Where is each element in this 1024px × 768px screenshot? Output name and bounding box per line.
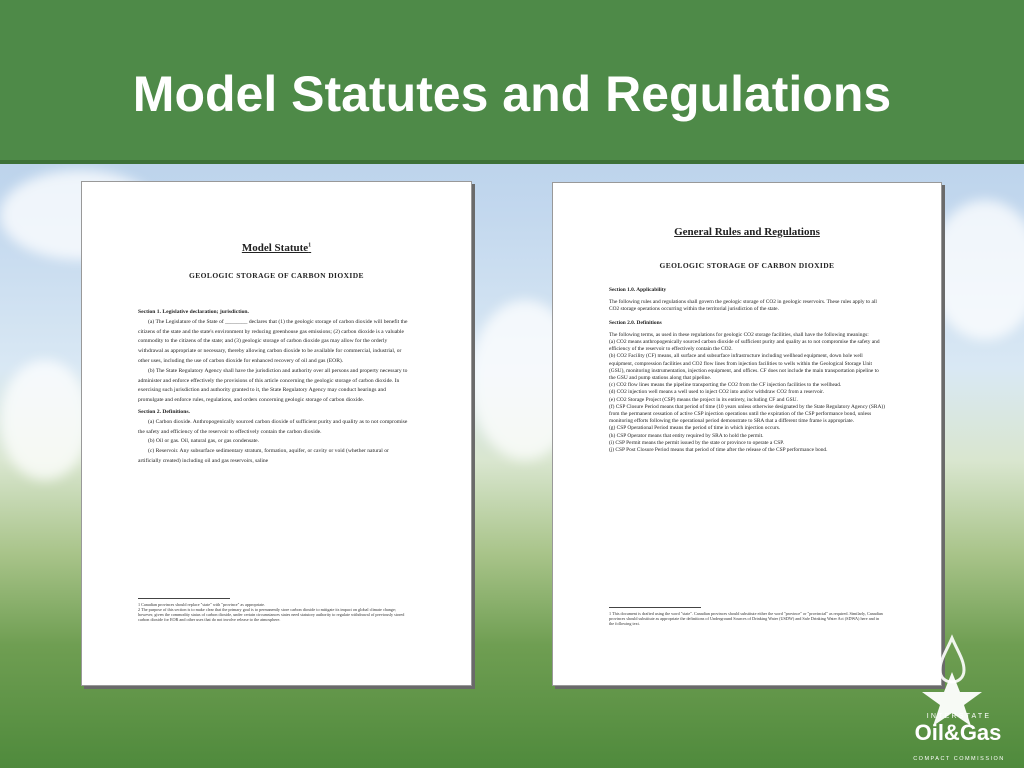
slide-title: Model Statutes and Regulations bbox=[132, 66, 892, 122]
general-rules-document bbox=[552, 182, 942, 686]
definition: (d) CO2 injection well means a well used to inject CO2 into and/or withdraw CO2 from a reservoir. bbox=[609, 389, 824, 396]
definition: (g) CSP Operational Period means the period of time in which injection occurs. bbox=[609, 425, 781, 432]
footnote-divider bbox=[138, 598, 230, 599]
section-heading: Section 1. Legislative declaration; jurisdiction. bbox=[138, 309, 249, 315]
definition: (j) CSP Post Closure Period means that period of time after the release of the CSP performance bond. bbox=[609, 447, 828, 454]
paragraph: (b) Oil or gas. Oil, natural gas, or gas condensate. bbox=[148, 438, 260, 445]
footnote: 1 Canadian provinces should replace "state" with "province" as appropriate. bbox=[138, 602, 266, 607]
doc-title: General Rules and Regulations bbox=[674, 226, 820, 238]
paragraph: (c) Reservoir. Any subsurface sedimentary stratum, formation, aquifer, or cavity or void (whether natural or artificially created) including oil and gas reservoirs, saline bbox=[138, 448, 389, 464]
model-statute-document bbox=[81, 181, 472, 686]
footnotes bbox=[138, 602, 410, 622]
paragraph: (b) The State Regulatory Agency shall have the jurisdiction and authority over all persons and property necessary to administer and enforce effectively the provisions of this article concerning the geologic storage of carbon dioxide. In exercising such jurisdiction and authority granted to it, the State Regulatory Agency may conduct hearings and promulgate and enforce rules, regulations, and orders concerning geologic storage of carbon dioxide. bbox=[138, 367, 408, 404]
definition: (c) CO2 flow lines means the pipeline transporting the CO2 from the CF injection facilities to the wellhead. bbox=[609, 382, 842, 389]
doc-body bbox=[609, 287, 885, 454]
definition: (b) CO2 Facility (CF) means, all surface and subsurface infrastructure including wellhead equipment, down hole well equipment, compression facilities and CO2 flow lines from injection facilities to wells within the Geological Storage Unit (GSU), monitoring instrumentation, injection equipment, and offices. CF does not include the main transportation pipeline to the GSU and pump stations along that pipeline. bbox=[609, 353, 879, 382]
cloud bbox=[0, 360, 90, 480]
definition: (a) CO2 means anthropogenically sourced carbon dioxide of sufficient purity and quality as to not compromise the safety and efficiency of the reservoir to effectively contain the CO2. bbox=[609, 339, 880, 353]
paragraph: (a) The Legislature of the State of ________ declares that (1) the geologic storage of carbon dioxide will benefit the citizens of the state and the state's environment by reducing greenhouse gas emissions; (2) carbon dioxide is a valuable commodity to the citizens of the state; and (3) geologic storage of carbon dioxide gas may allow for the orderly withdrawal as appropriate or necessary, thereby allowing carbon dioxide to be available for commercial, industrial, or other uses, including the use of carbon dioxide for enhanced recovery of oil and gas (EOR). bbox=[138, 318, 408, 364]
footnote: 2 The purpose of this section is to make clear that the primary goal is to permanently store carbon dioxide to mitigate its impact on global climate change; however, given the commodity status of carbon dioxide, under certain circumstances states need statutory authority to regulate withdrawal of previously stored carbon dioxide for EOR and other uses that do not involve release to the atmosphere. bbox=[138, 607, 405, 622]
definition: (e) CO2 Storage Project (CSP) means the project in its entirety, including CF and GSU. bbox=[609, 396, 798, 403]
definition: (i) CSP Permit means the permit issued by the state or province to operate a CSP. bbox=[609, 439, 784, 446]
header-divider bbox=[0, 160, 1024, 164]
logo-interstate: INTERSTATE bbox=[926, 713, 992, 720]
logo-oil-gas: Oil&Gas bbox=[914, 720, 1002, 745]
definition: (f) CSP Closure Period means that period of time (10 years unless otherwise designated by the State Regulatory Agency (SRA)) from the permanent cessation of active CSP injection operations until the expiration of the CSP performance bond, unless monitoring efforts following the operational period demonstrate to SRA that a different time frame is appropriate. bbox=[609, 403, 886, 425]
doc-body bbox=[138, 308, 410, 467]
section-heading: Section 1.0. Applicability bbox=[609, 287, 667, 293]
logo-compact-commission: COMPACT COMMISSION bbox=[913, 756, 1005, 762]
paragraph: (a) Carbon dioxide. Anthropogenically sourced carbon dioxide of sufficient purity and quality as to not compromise the safety and efficiency of the reservoir to effectively contain the carbon dioxide. bbox=[138, 418, 408, 435]
footnote: 1 This document is drafted using the word "state". Canadian provinces should substitute either the word "province" or "provincial" as required. Similarly, Canadian provinces should substitute as appropriate the definitions of Underground Sources of Drinking Water (USDW) and Safe Drinking Water Act (SDWA) here and in the following text. bbox=[609, 611, 883, 626]
footnote-divider bbox=[609, 607, 701, 608]
paragraph: The following rules and regulations shall govern the geologic storage of CO2 in geologic reservoirs. These rules apply to all CO2 storage operations occurring within the territorial jurisdiction of the state. bbox=[609, 299, 877, 313]
doc-subtitle: GEOLOGIC STORAGE OF CARBON DIOXIDE bbox=[659, 261, 835, 270]
definition: (h) CSP Operator means that entity required by SRA to hold the permit. bbox=[609, 432, 764, 439]
doc-subtitle: GEOLOGIC STORAGE OF CARBON DIOXIDE bbox=[189, 271, 364, 280]
section-heading: Section 2. Definitions. bbox=[138, 408, 190, 415]
section-heading: Section 2.0. Definitions bbox=[609, 319, 662, 326]
paragraph: The following terms, as used in these regulations for geologic CO2 storage facilities, shall have the following meanings: bbox=[609, 331, 869, 338]
doc-title: Model Statute$^1$ bbox=[241, 242, 312, 254]
